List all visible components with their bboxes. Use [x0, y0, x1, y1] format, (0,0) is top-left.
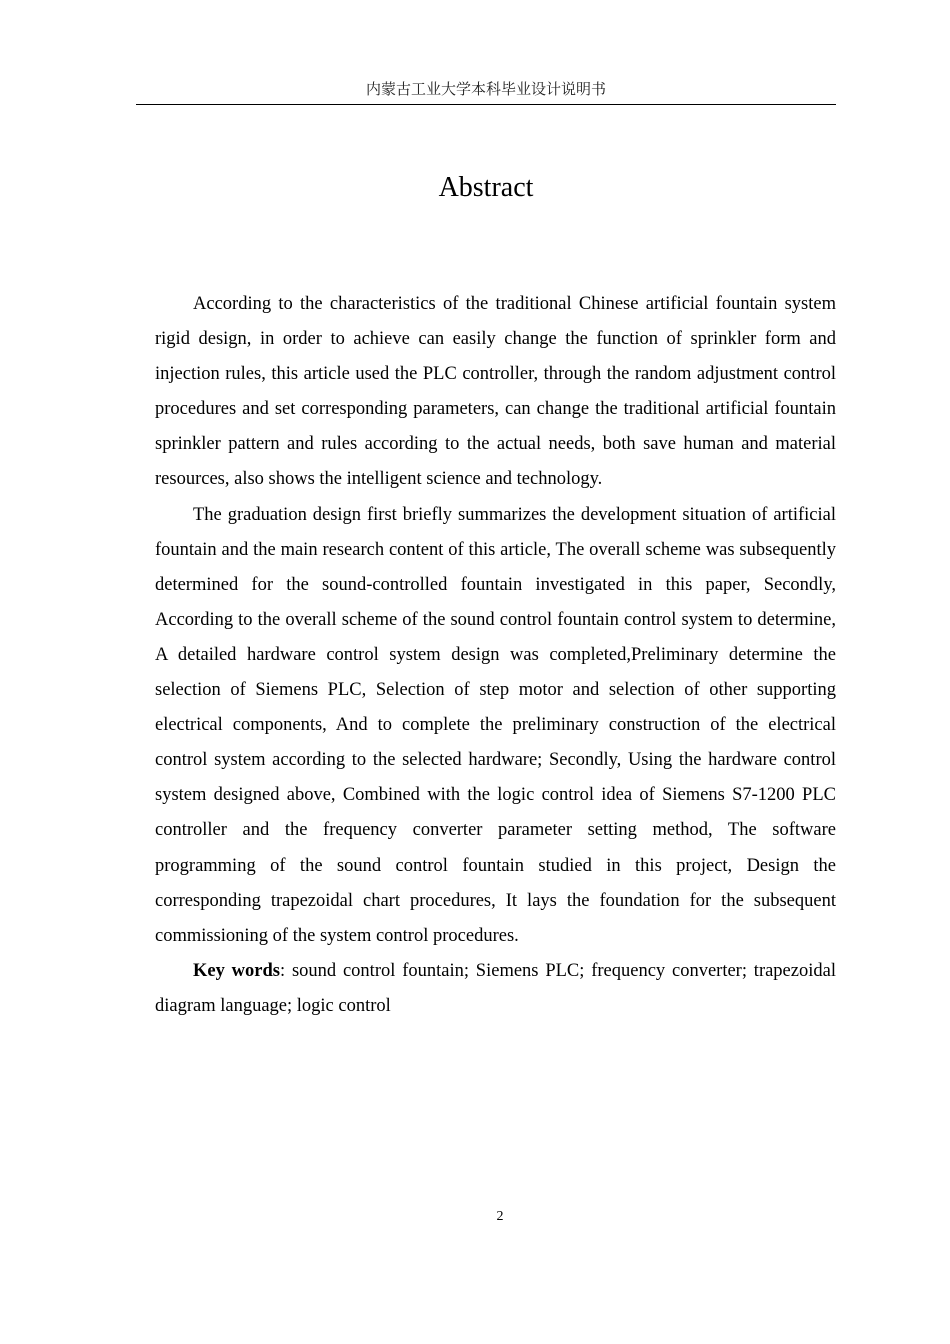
keywords-separator: : [279, 960, 286, 981]
page-title: Abstract [438, 172, 534, 203]
keywords-label: Key words [193, 960, 280, 981]
abstract-paragraph-2: The graduation design first briefly summarizes the development situation of artificial fountain and the main research content of this article, The overall scheme was subsequently determined for the sound-controlled fountain investigated in this paper, Secondly, According to the overall scheme of the sound control fountain control system to determine, A detailed hardware control system design was completed,Preliminary determine the selection of Siemens PLC, Selection of step motor and selection of other supporting electrical components, And to complete the preliminary construction of the electrical control system according to the selected hardware; Secondly, Using the hardware control system designed above, Combined with the logic control idea of Siemens S7-1200 PLC controller and the frequency converter parameter setting method, The software programming of the sound control fountain studied in this project, Design the corresponding trapezoidal chart procedures, It lays the foundation for the subsequent commissioning of the system control procedures. [155, 504, 836, 946]
page-number: 2 [496, 1209, 504, 1224]
abstract-body [155, 287, 836, 1024]
keywords-text: sound control fountain; Siemens PLC; frequency converter; trapezoidal diagram language; logic control [155, 960, 836, 1016]
page-header [136, 78, 836, 105]
header-text: 内蒙古工业大学本科毕业设计说明书 [365, 80, 606, 98]
abstract-paragraph-1: According to the characteristics of the traditional Chinese artificial fountain system rigid design, in order to achieve can easily change the function of sprinkler form and injection rules, this article used the PLC controller, through the random adjustment control procedures and set corresponding parameters, can change the traditional artificial fountain sprinkler pattern and rules according to the actual needs, both save human and material resources, also shows the intelligent science and technology. [155, 294, 836, 490]
keywords-paragraph [155, 954, 836, 1024]
